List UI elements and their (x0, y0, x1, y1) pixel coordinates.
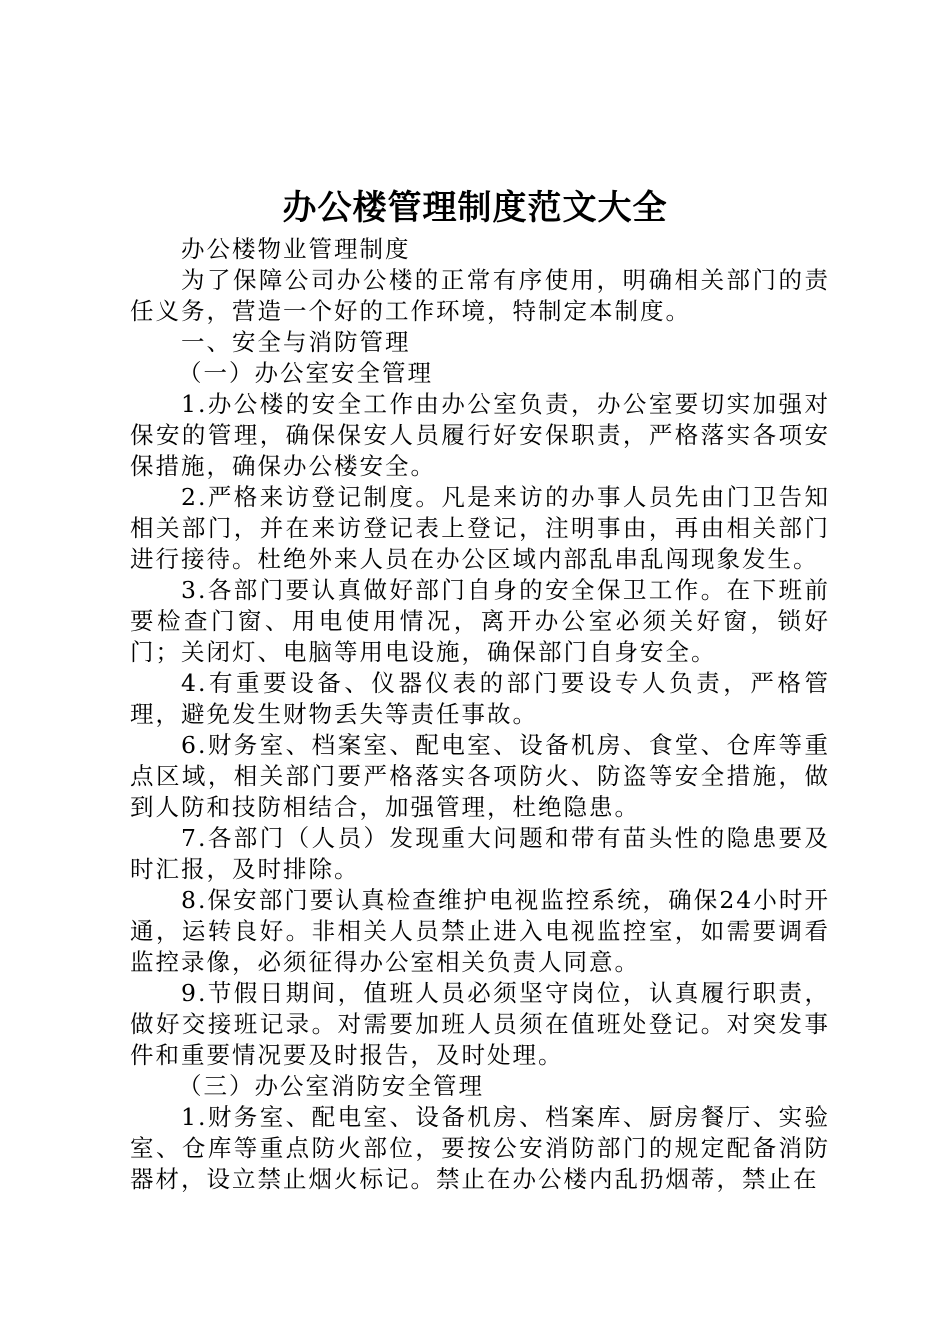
section-heading-safety: 一、安全与消防管理 (181, 328, 411, 356)
paragraph-item-7: 7.各部门（人员）发现重大问题和带有苗头性的隐患要及时汇报，及时排除。 (130, 824, 830, 883)
document-title: 办公楼管理制度范文大全 (282, 188, 668, 228)
paragraph-subtitle: 办公楼物业管理制度 (181, 235, 411, 263)
paragraph-item-6: 6.财务室、档案室、配电室、设备机房、食堂、仓库等重点区域，相关部门要严格落实各项防火、防盗等安全措施，做到人防和技防相结合，加强管理，杜绝隐患。 (130, 731, 830, 821)
paragraph-item-2: 2.严格来访登记制度。凡是来访的办事人员先由门卫告知相关部门，并在来访登记表上登记，注明事由，再由相关部门进行接待。杜绝外来人员在办公区域内部乱串乱闯现象发生。 (130, 483, 830, 573)
paragraph-intro: 为了保障公司办公楼的正常有序使用，明确相关部门的责任义务，营造一个好的工作环境，特制定本制度。 (130, 266, 830, 325)
subsection-heading-office-safety: （一）办公室安全管理 (178, 359, 433, 387)
paragraph-item-4: 4.有重要设备、仪器仪表的部门要设专人负责，严格管理，避免发生财物丢失等责任事故。 (130, 669, 830, 728)
document-body (130, 234, 830, 1195)
paragraph-item-9: 9.节假日期间，值班人员必须坚守岗位，认真履行职责，做好交接班记录。对需要加班人员须在值班处登记。对突发事件和重要情况要及时报告，及时处理。 (130, 979, 830, 1069)
subsection-heading-fire-safety: （三）办公室消防安全管理 (178, 1072, 484, 1100)
paragraph-item-8: 8.保安部门要认真检查维护电视监控系统，确保24小时开通，运转良好。非相关人员禁止进入电视监控室，如需要调看监控录像，必须征得办公室相关负责人同意。 (130, 886, 830, 976)
paragraph-fire-item-1: 1.财务室、配电室、设备机房、档案库、厨房餐厅、实验室、仓库等重点防火部位，要按公安消防部门的规定配备消防器材，设立禁止烟火标记。禁止在办公楼内乱扔烟蒂，禁止在 (130, 1103, 830, 1193)
paragraph-item-3: 3.各部门要认真做好部门自身的安全保卫工作。在下班前要检查门窗、用电使用情况，离开办公室必须关好窗，锁好门；关闭灯、电脑等用电设施，确保部门自身安全。 (130, 576, 830, 666)
paragraph-item-1: 1.办公楼的安全工作由办公室负责，办公室要切实加强对保安的管理，确保保安人员履行好安保职责，严格落实各项安保措施，确保办公楼安全。 (130, 390, 830, 480)
